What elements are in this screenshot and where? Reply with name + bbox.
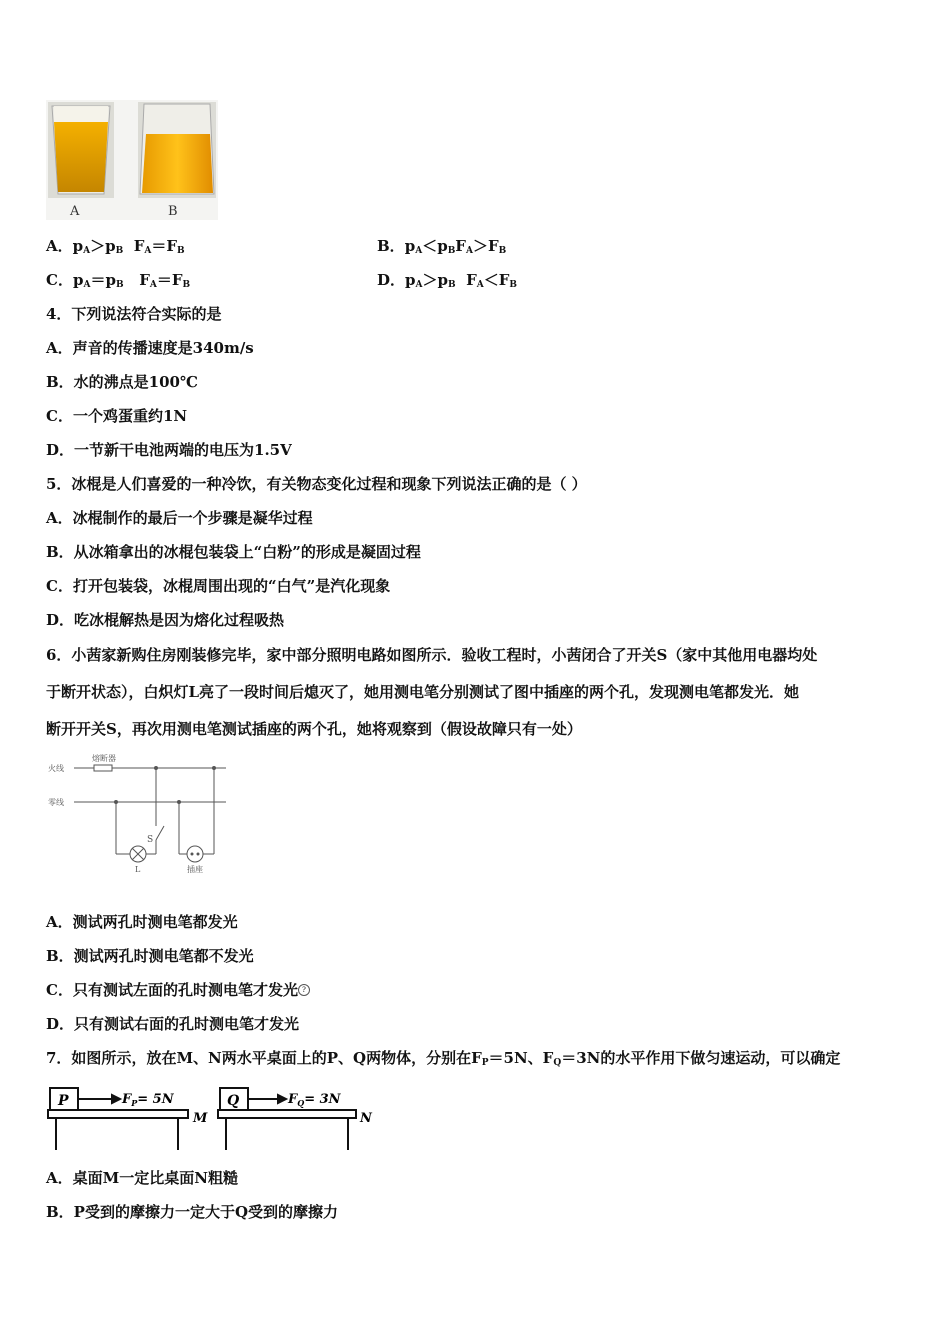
tables-figure xyxy=(46,1080,376,1154)
q5-option-c[interactable]: C．打开包装袋，冰棍周围出现的“白气”是汽化现象 xyxy=(46,577,391,595)
q5-stem: 5．冰棍是人们喜爱的一种冷饮，有关物态变化过程和现象下列说法正确的是（ ） xyxy=(46,475,587,493)
force-p-label: $F_P= 5N$ xyxy=(122,1092,174,1108)
q4-option-c[interactable]: C．一个鸡蛋重约1N xyxy=(46,407,188,425)
q5-option-b[interactable]: B．从冰箱拿出的冰棍包装袋上“白粉”的形成是凝固过程 xyxy=(46,543,421,561)
q6-option-d[interactable]: D．只有测试右面的孔时测电笔才发光 xyxy=(46,1015,300,1033)
circled-mark: ? xyxy=(298,984,310,996)
q5-option-a[interactable]: A．冰棍制作的最后一个步骤是凝华过程 xyxy=(46,509,313,527)
lamp-label: L xyxy=(135,865,141,874)
q7-option-a[interactable]: A．桌面M一定比桌面N粗糙 xyxy=(46,1169,238,1187)
q3-option-c[interactable]: C．$p_A=p_B$ $F_A=F_B$ xyxy=(46,271,191,290)
q3-option-a[interactable]: A．$p_A>p_B$ $F_A=F_B$ xyxy=(46,237,185,256)
neutral-wire-label: 零线 xyxy=(48,798,64,807)
socket-label: 插座 xyxy=(187,865,203,874)
q6-stem-line1: 6．小茜家新购住房刚装修完毕，家中部分照明电路如图所示．验收工程时，小茜闭合了开关S（家中其他用电器均处 xyxy=(46,646,818,664)
cup-a-label: A xyxy=(70,204,80,219)
q6-option-a[interactable]: A．测试两孔时测电笔都发光 xyxy=(46,913,238,931)
table-n-label: N xyxy=(360,1111,372,1126)
q6-option-c[interactable]: C．只有测试左面的孔时测电笔才发光 ? xyxy=(46,980,310,1000)
q6-option-b[interactable]: B．测试两孔时测电笔都不发光 xyxy=(46,947,254,965)
cup-b-label: B xyxy=(168,204,178,219)
q5-option-d[interactable]: D．吃冰棍解热是因为熔化过程吸热 xyxy=(46,611,285,629)
q7-option-b[interactable]: B．P受到的摩擦力一定大于Q受到的摩擦力 xyxy=(46,1203,339,1221)
q3-option-b[interactable]: B．$p_A<p_BF_A>F_B$ xyxy=(377,237,507,256)
fuse-label: 熔断器 xyxy=(92,754,116,763)
q4-option-d[interactable]: D．一节新干电池两端的电压为1.5V xyxy=(46,441,292,459)
cups-photo xyxy=(46,100,218,220)
force-q-label: $F_Q= 3N$ xyxy=(288,1092,341,1108)
block-q-label: Q xyxy=(227,1093,240,1109)
q4-option-b[interactable]: B．水的沸点是100℃ xyxy=(46,373,198,391)
q3-option-d[interactable]: D．$p_A>p_B$ $F_A<F_B$ xyxy=(377,271,517,290)
q4-option-a[interactable]: A．声音的传播速度是340m/s xyxy=(46,339,254,357)
live-wire-label: 火线 xyxy=(48,764,64,773)
block-p-label: P xyxy=(58,1093,69,1109)
q7-stem: 7．如图所示，放在M、N两水平桌面上的P、Q两物体，分别在$F_P=5N$、$F_Q=3N$的水平作用下做匀速运动，可以确定 xyxy=(46,1049,841,1068)
q6-stem-line3: 断开开关S，再次用测电笔测试插座的两个孔，她将观察到（假设故障只有一处） xyxy=(46,720,582,738)
switch-label: S xyxy=(147,835,154,845)
q6-stem-line2: 于断开状态），白炽灯L亮了一段时间后熄灭了，她用测电笔分别测试了图中插座的两个孔，发现测电笔都发光．她 xyxy=(46,683,800,701)
q4-stem: 4．下列说法符合实际的是 xyxy=(46,305,222,323)
circuit-diagram xyxy=(46,750,246,880)
table-m-label: M xyxy=(193,1111,208,1126)
